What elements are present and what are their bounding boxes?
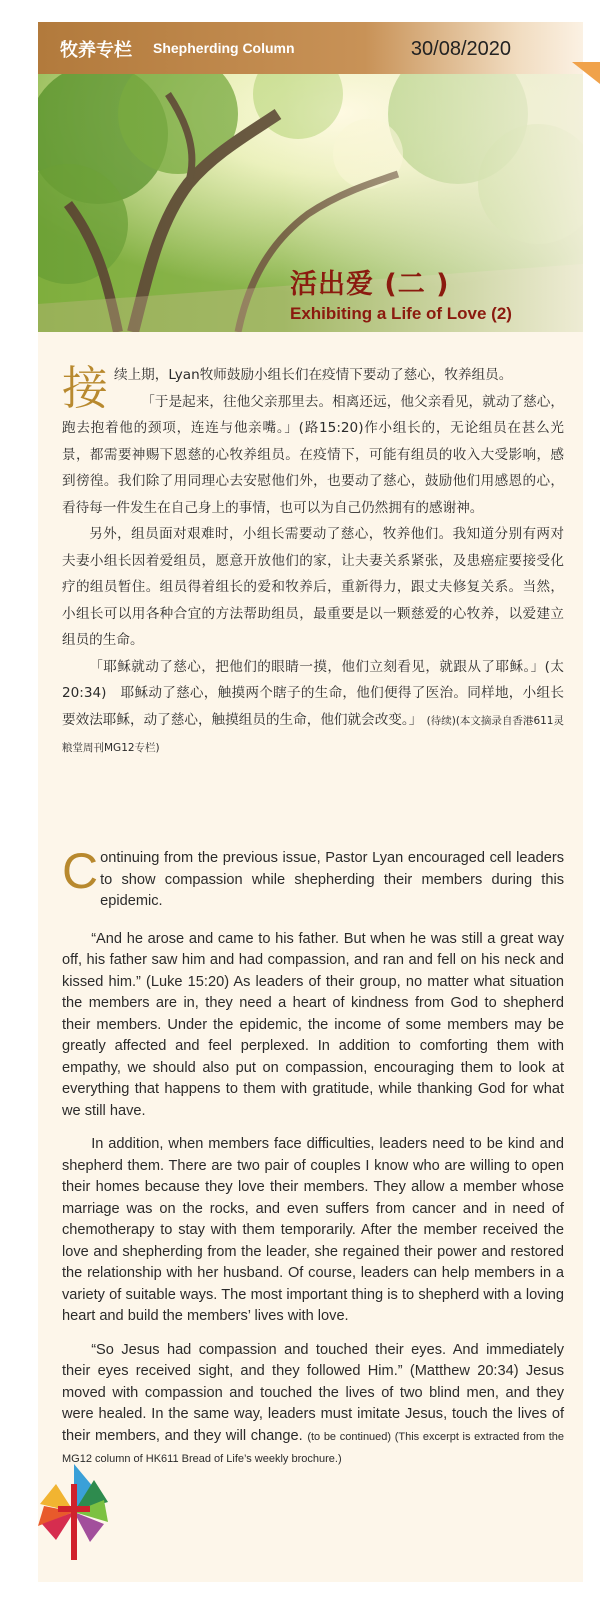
cn-drop-cap: 接 xyxy=(62,361,108,415)
brochure-page xyxy=(38,22,583,1582)
chinese-article xyxy=(62,362,564,762)
en-paragraph-4-text: “So Jesus had compassion and touched their eyes. And immediately their eyes received sight, and they followed Him.” (Matthew 20:34) Jesus moved with compassion and touched the lives of two blind men, and they were healed. In the same way, leaders must imitate Jesus, touch the lives of their members, and they will change. xyxy=(62,1341,564,1444)
cn-paragraph-4-text: 「耶稣就动了慈心，把他们的眼睛一摸，他们立刻看见，就跟从了耶稣。」(太20:34) 耶稣动了慈心，触摸两个瞎子的生命，他们便得了医治。同样地，小组长要效法耶稣，动了慈心，触摸组员的生命，他们就会改变。」 xyxy=(62,658,564,728)
column-name-en: Shepherding Column xyxy=(153,40,295,56)
english-article xyxy=(62,843,565,1483)
cn-paragraph-1-text: 续上期，Lyan牧师鼓励小组长们在疫情下要动了慈心，牧养组员。 xyxy=(114,367,513,383)
article-title-en: Exhibiting a Life of Love (2) xyxy=(290,304,512,323)
en-paragraph-3: In addition, when members face difficulties, leaders need to be kind and shepherd them. There are two pair of couples I know who are willing to open their homes because they love their members. They allow a member whose marriage was on the rocks, and even suffers from cancer and in need of chemotherapy to stay with them temporarily. After the member received the love and shepherding from the leader, she regained their power and restored the relationship with her husband. Of course, leaders can help members in a variety of suitable ways. The most important thing is to shepherd with a loving heart and build the members’ lives with love. xyxy=(62,1136,564,1324)
en-paragraph-4 xyxy=(62,1340,564,1471)
en-paragraph-1 xyxy=(62,843,564,913)
column-name-cn: 牧养专栏 xyxy=(60,40,132,61)
church-logo-icon xyxy=(38,1462,110,1562)
column-header xyxy=(38,22,583,74)
corner-tab xyxy=(572,62,600,84)
cn-paragraph-4 xyxy=(62,654,564,762)
cn-paragraph-3: 另外，组员面对艰难时，小组长需要动了慈心，牧养他们。我知道分别有两对夫妻小组长因着爱组员，愿意开放他们的家，让夫妻关系紧张，及患癌症要接受化疗的组员暂住。组员得着组长的爱和牧养后，重新得力，跟丈夫修复关系。当然，小组长可以用各种合宜的方法帮助组员，最重要是以一颗慈爱的心牧养，以爱建立组员的生命。 xyxy=(62,526,564,648)
en-paragraph-2: “And he arose and came to his father. But when he was still a great way off, his father saw him and had compassion, and ran and fell on his neck and kissed him.” (Luke 15:20) As leaders of their group, no matter what situation the members are in, they need a heart of kindness from God to shepherd their members. Under the epidemic, the income of some members may be greatly affected and feel perplexed. In addition to comforting them with empathy, we should also put on compassion, encouraging them to look at everything that happens to them with gratitude, while thanking God for what we still have. xyxy=(62,930,564,1119)
issue-date: 30/08/2020 xyxy=(410,38,511,60)
en-drop-cap: C xyxy=(62,843,99,899)
hero-image xyxy=(38,74,583,332)
cn-paragraph-2: 「于是起来，往他父亲那里去。相离还远，他父亲看见，就动了慈心，跑去抱着他的颈项，连连与他亲嘴。」(路15:20)作小组长的，无论组员在甚么光景，都需要神赐下恩慈的心牧养组员。在疫情下，可能有组员的收入大受影响，感到徬徨。我们除了用同理心去安慰他们外，也要动了慈心，鼓励他们用感恩的心，看待每一件发生在自己身上的事情，也可以为自己仍然拥有的感谢神。 xyxy=(62,393,564,516)
en-paragraph-1-text: ontinuing from the previous issue, Pastor Lyan encouraged cell leaders to show compassion while shepherding their members during this epidemic. xyxy=(100,850,564,909)
article-title-cn: 活出爱 (二 ) xyxy=(290,269,450,300)
en-source-note: (to be continued) (This excerpt is extracted from the MG12 column of HK611 Bread of Life’s weekly brochure.) xyxy=(62,1430,565,1465)
cn-paragraph-1 xyxy=(62,361,564,415)
cn-source-note: (待续)(本文摘录自香港611灵粮堂周刊MG12专栏) xyxy=(62,714,564,754)
